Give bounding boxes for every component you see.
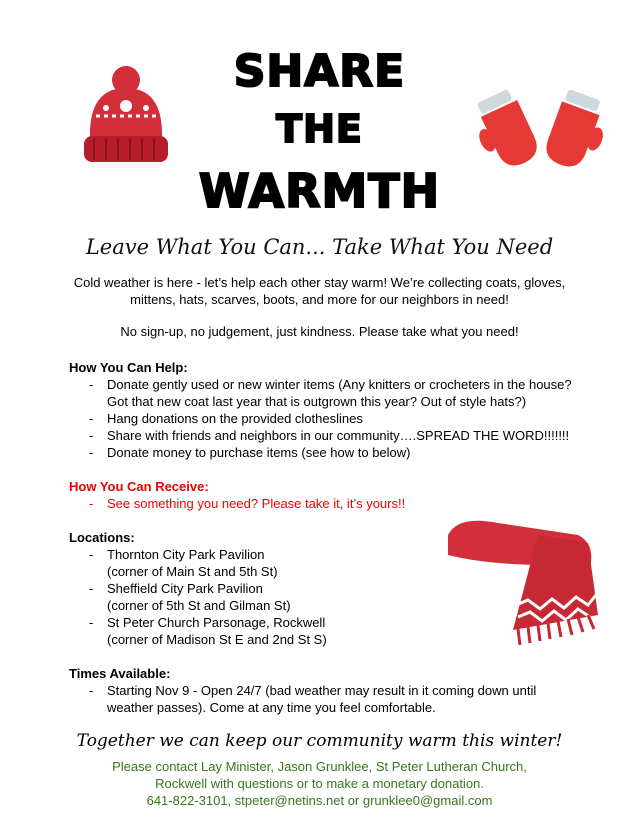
tagline: Together we can keep our community warm this winter! — [76, 731, 563, 751]
contact-line: Rockwell with questions or to make a monetary donation. — [155, 776, 484, 791]
times-heading: Times Available: — [69, 666, 171, 681]
location-item: - Thornton City Park Pavilion (corner of Main St and 5th St) — [89, 547, 278, 579]
intro-line: Cold weather is here - let’s help each other stay warm! We’re collecting coats, gloves, — [73, 275, 566, 290]
location-item: - Sheffield City Park Pavilion (corner of 5th St and Gilman St) — [89, 581, 291, 613]
list-item: - Donate money to purchase items (see how to below) — [89, 445, 411, 460]
winter-hat-image — [68, 58, 178, 178]
title-share: SHARE — [233, 46, 406, 97]
scarf-image — [428, 505, 613, 650]
help-section — [69, 359, 579, 461]
contact-line: Please contact Lay Minister, Jason Grunklee, St Peter Lutheran Church, — [112, 759, 527, 774]
receive-heading: How You Can Receive: — [69, 479, 209, 494]
receive-section — [69, 478, 469, 512]
intro-line: mittens, hats, scarves, boots, and more for our neighbors in need! — [130, 292, 509, 307]
list-item: - Hang donations on the provided clotheslines — [89, 411, 363, 426]
title-warmth: WARMTH — [198, 164, 441, 218]
subtitle: Leave What You Can... Take What You Need — [85, 235, 554, 259]
intro-line: No sign-up, no judgement, just kindness. Please take what you need! — [120, 324, 519, 339]
list-item: - See something you need? Please take it, it’s yours!! — [89, 496, 406, 511]
locations-section — [69, 529, 409, 648]
list-item: - Share with friends and neighbors in our community….SPREAD THE WORD!!!!!!! — [89, 428, 570, 443]
intro-paragraph — [0, 274, 639, 340]
title-the: THE — [276, 107, 363, 151]
help-heading: How You Can Help: — [69, 360, 188, 375]
contact-line: 641-822-3101, stpeter@netins.net or grunklee0@gmail.com — [146, 793, 493, 808]
list-item: - Starting Nov 9 - Open 24/7 (bad weather may result in it coming down until weather passes). Come at any time you feel comfortable. — [89, 683, 537, 715]
mittens-image — [470, 82, 610, 182]
list-item: - Donate gently used or new winter items (Any knitters or crocheters in the house? Got that new coat last year that is outgrown this year? Out of style hats?) — [89, 377, 572, 409]
location-item: - St Peter Church Parsonage, Rockwell (corner of Madison St E and 2nd St S) — [89, 615, 327, 647]
contact-info — [0, 758, 639, 809]
times-section — [69, 665, 569, 716]
locations-heading: Locations: — [69, 530, 135, 545]
